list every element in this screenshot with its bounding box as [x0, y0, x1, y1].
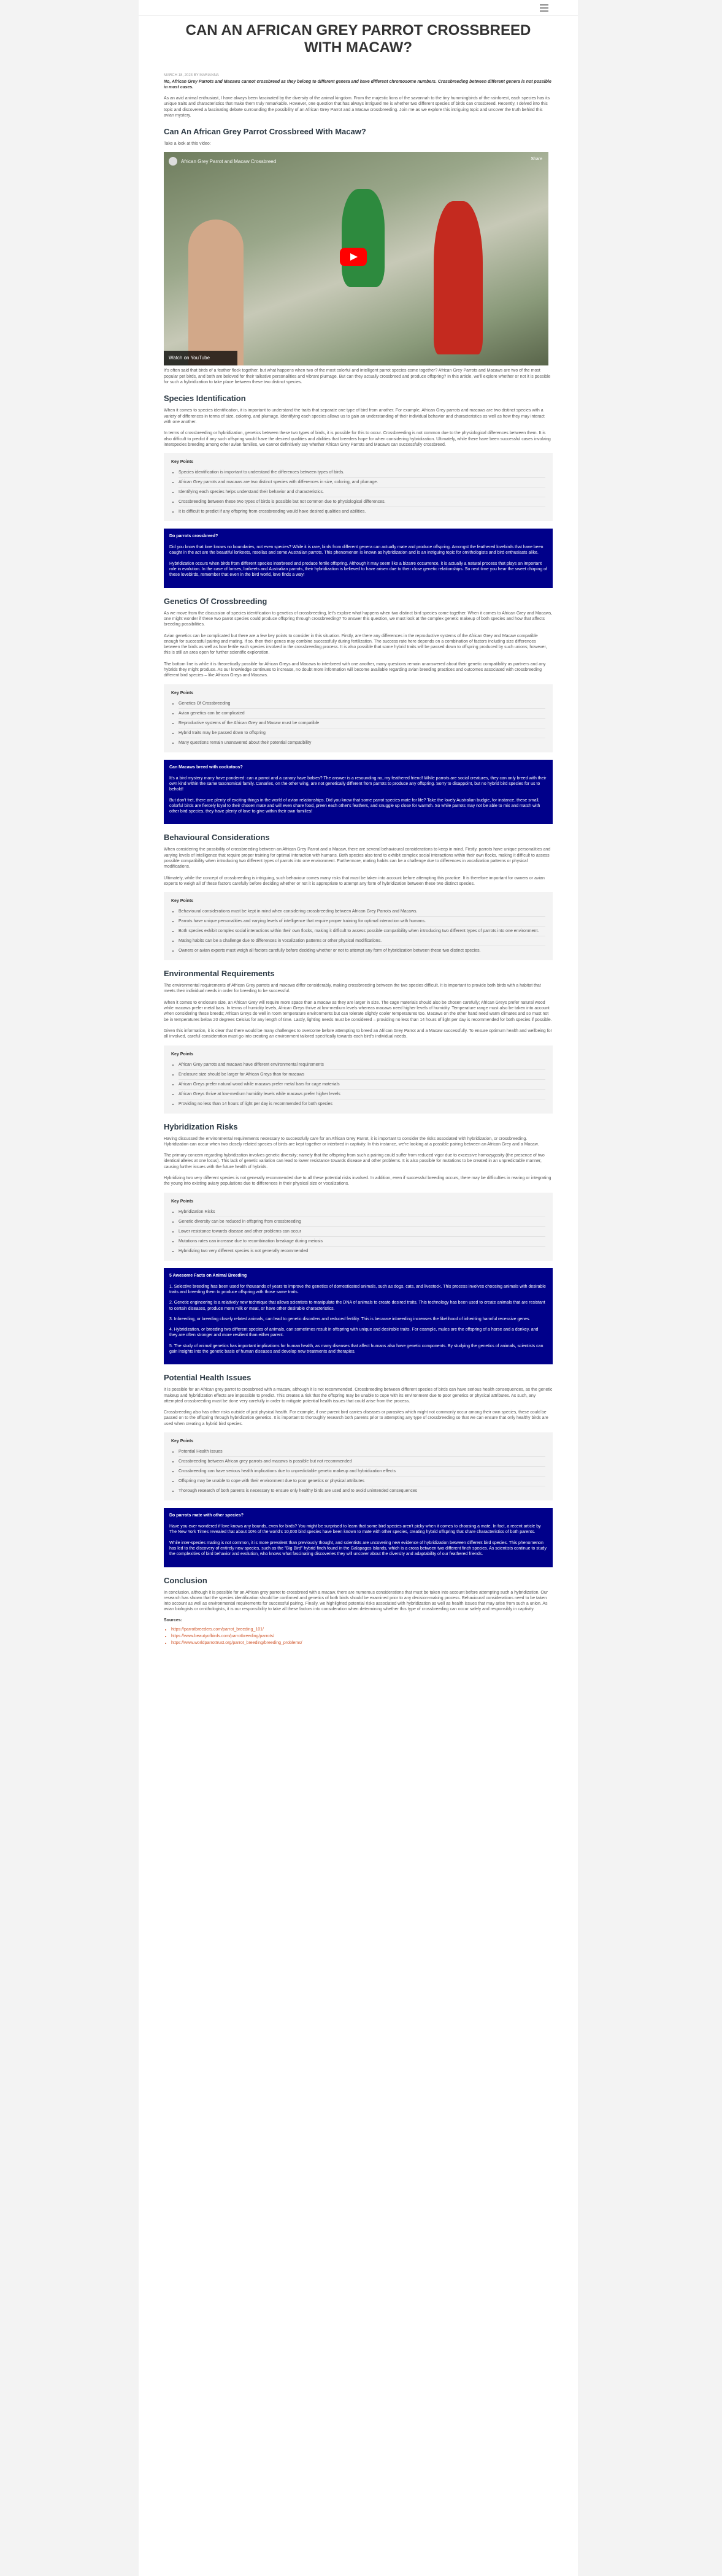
fact-item: 5. The study of animal genetics has important implications for human health, as many diseases that affect humans also have genetic components. By studying the genetics of animals, scientists can gain insights into the genetic basis of human diseases and develop new treatments and therapies.	[169, 1343, 543, 1354]
list-item: • Many questions remain unanswered about their potential compatibility	[179, 738, 545, 747]
video-macaw-figure	[434, 201, 483, 354]
intro-paragraph: As an avid animal enthusiast, I have always been fascinated by the diversity of the animal kingdom. From the majestic lions of the savannah to the tiny hummingbirds of the rainforest, each species has its unique traits and characteristics that make them truly remarkable. However, one question that has always intrigued me is whether two different species of birds can crossbreed. Recently, I delved into this topic and discovered a fascinating debate surrounding the possibility of an African Grey Parrot and a Macaw crossbreeding. Join me as we explore this intriguing topic and uncover the truth behind this avian mystery.	[164, 96, 550, 118]
hamburger-menu-icon[interactable]	[540, 4, 548, 13]
key-points-title: Key Points	[171, 460, 194, 465]
video-title[interactable]: African Grey Parrot and Macaw Crossbreed	[181, 158, 277, 164]
list-item: • Potential Health Issues	[179, 1447, 545, 1457]
paragraph: Given this information, it is clear that there would be many challenges to overcome before attempting to breed an African Grey Parrot and a Macaw successfully. To ensure optimum health and wellbeing for all involved, careful consideration must go into creating an environment tailored specifically towards each bird's individual needs.	[164, 1028, 552, 1039]
key-points-title: Key Points	[171, 690, 194, 695]
source-link[interactable]: • https://www.worldparrottrust.org/parrot_breeding/breeding_problems/	[171, 1640, 553, 1646]
list-item: • African Grey parrots and macaws have different environmental requirements	[179, 1060, 545, 1070]
paragraph: The primary concern regarding hybridization involves genetic diversity; namely that the offspring from such a pairing could suffer from reduced vigor due to excessive homozygosity (the presence of two identical alleles at one locus). This lack of genetic variation can lead to lower resistance towards disease and other problems. It is also possible for mutations to be created in an unpredictable manner, causing further issues with the future health of hybrids.	[164, 1153, 545, 1169]
faq-paragraph: While inter-species mating is not common, it is more prevalent than previously thought, and scientists are uncovering new evidence of hybridization between different bird species. This phenomenon has led to the discovery of entirely new species, such as the "Big Bird" hybrid finch found in the Galapagos Islands, which is a cross between two different finch species. As scientists continue to study the complexities of bird behavior and evolution, who knows what fascinating discoveries they will uncover about the diversity and adaptability of our feathered friends.	[169, 1540, 547, 1557]
list-item: • Thorough research of both parents is necessary to ensure only healthy birds are used and to avoid unintended consequences	[179, 1486, 545, 1496]
list-item: • Mating habits can be a challenge due to differences in vocalization patterns or other physical modifications.	[179, 936, 545, 946]
list-item: • Identifying each species helps understand their behavior and characteristics.	[179, 487, 545, 497]
section-heading: Hybridization Risks	[164, 1122, 238, 1131]
key-points-box	[164, 1432, 553, 1500]
list-item: • Genetic diversity can be reduced in offspring from crossbreeding	[179, 1217, 545, 1227]
list-item: • Crossbreeding between African grey parrots and macaws is possible but not recommended	[179, 1457, 545, 1467]
key-points-title: Key Points	[171, 1439, 194, 1444]
paragraph: Ultimately, while the concept of crossbreeding is intriguing, such behaviour comes many risks that must be taken into account before attempting this practice. It is therefore important for owners or avian experts to weigh all of these factors carefully before deciding whether or not it is appropriate to attempt any form of hybridization between these two distinct species.	[164, 876, 545, 886]
paragraph: Avian genetics can be complicated but there are a few key points to consider in this situation. Firstly, are there any differences in the reproductive systems of the African Grey and Macaw compatible enough for successful pairing and mating. If so, then their genes may combine successfully during fertilization. The success rate here depends on a combination of factors including size differences between the birds as well as how fertile each species involved in the crossbreeding process. It is also possible that some hybrid traits will be passed down to offspring produced by such unions; however, this is still an area open for further scientific exploration.	[164, 633, 547, 655]
top-bar	[139, 0, 578, 16]
list-item: • Avian genetics can be complicated	[179, 709, 545, 719]
list-item: • Providing no less than 14 hours of light per day is recommended for both species	[179, 1099, 545, 1109]
key-points-title: Key Points	[171, 1199, 194, 1204]
list-item: • Lower resistance towards disease and other problems can occur	[179, 1227, 545, 1237]
list-item: • Reproductive systems of the African Grey and Macaw must be compatible	[179, 719, 545, 728]
paragraph: Having discussed the environmental requirements necessary to successfully care for an African Grey Parrot, it is important to consider the risks associated with hybridization, or crossbreeding. Hybridization can occur when two closely related species of birds are kept together or interbred in captivity. In this instance, we're looking at a possible pairing between an African Grey and a Macaw.	[164, 1136, 539, 1147]
youtube-video-embed[interactable]	[164, 152, 548, 365]
list-item: • It is difficult to predict if any offspring from crossbreeding would have desired qualities and abilities.	[179, 507, 545, 516]
source-link[interactable]: • https://www.beautyofbirds.com/parrotbreeding/parrots/	[171, 1633, 553, 1640]
page-title: CAN AN AFRICAN GREY PARROT CROSSBREED WITH MACAW?	[185, 22, 531, 56]
faq-paragraph: Hybridization occurs when birds from different species interbreed and produce fertile offspring. Although it may seem like a bizarre occurrence, it is actually a natural process that plays an important role in evolution. In the case of lorises, lorikeets and Australian parrots, their hybridization is believed to have arisen due to their close genetic relationships. So next time you hear the sweet chirping of these lovebirds, remember that even in the bird world, love finds a way!	[169, 561, 547, 578]
faq-title: Do parrots mate with other species?	[169, 1513, 244, 1518]
play-button-icon[interactable]	[340, 248, 367, 266]
section-heading: Potential Health Issues	[164, 1373, 252, 1383]
key-points-title: Key Points	[171, 899, 194, 904]
list-item: • Behavioural considerations must be kept in mind when considering crossbreeding between African Grey Parrots and Macaws.	[179, 907, 545, 917]
post-meta: MARCH 18, 2023 BY MARIANNA	[164, 74, 219, 77]
video-title-bar	[169, 157, 512, 166]
faq-paragraph: But don't fret, there are plenty of exciting things in the world of avian relationships. Did you know that some parrot species mate for life? Take the lovely Australian budgie, for instance, these small, colorful birds are fiercely loyal to their chosen mate and will even share food, preen each other's feathers, and snuggle up close for warmth. So while parrots may not be able to mix and match with other bird species, they have plenty of love to give within their own families!	[169, 798, 540, 814]
paragraph: It's often said that birds of a feather flock together, but what happens when two of the most colorful and intelligent parrot species come together? African Grey Parrots and Macaws are two of the most popular pet birds, and both are beloved for their talkative personalities and vibrant plumage. But can they actually crossbreed and produce offspring? In this article, we'll explore whether or not it is possible for such a hybridization to take place between these two distinct species.	[164, 369, 551, 385]
paragraph: It is possible for an African grey parrot to crossbreed with a macaw, although it is not recommended. Crossbreeding between different species of birds can have serious health consequences, as the genetic makeup and hybridization effects are impossible to predict. This creates a risk that the offspring may be unable to cope with its environment due to poor genetics or physical attributes. As such, any attempted crossbreeding must be done very carefully in order to mitigate potential health issues that could arise from the process.	[164, 1388, 553, 1404]
paragraph: In terms of crossbreeding or hybridization, genetics between these two types of birds, it is possible for this to occur. Crossbreeding is not common due to the physiological differences between them. It is also difficult to predict if any such offspring would have the desired qualities and abilities that breeders hope for when considering hybridization. Ultimately, while there have been successful cases involving interspecies breeding among other avian families, we cannot definitively say whether African Grey Parrots and Macaws can successfully crossbreed.	[164, 431, 551, 447]
paragraph: When it comes to enclosure size, an African Grey will require more space than a macaw as they are larger in size. The cage materials should also be chosen carefully; African Greys prefer natural wood while macaws prefer metal bars. In terms of humidity levels, African Greys thrive at low-medium levels whereas macaws need higher levels of humidity. Temperature range must also be taken into account when considering these breeds; African Greys do well in room temperature environments but can tolerate slightly cooler temperatures too. Macaws on the other hand need warm climates and so must not be in temperatures below 20 degrees Celsius for any length of time. Lastly, lighting needs must be considered – providing no less than 14 hours of light per day is recommended for both species if possible.	[164, 1000, 552, 1022]
faq-title: Do parrots crossbreed?	[169, 534, 218, 539]
video-share-button[interactable]: Share	[531, 157, 542, 162]
sources-title: Sources:	[164, 1618, 182, 1622]
paragraph: The bottom line is while it is theoretically possible for African Greys and Macaws to interbreed with one another, many questions remain unanswered about their genetic compatibility as partners and any hybrids they might produce. As our knowledge continues to increase, no doubt more information will become available regarding avian breeding practices and outcomes associated with crossbreeding different bird species – like African Greys and Macaws.	[164, 662, 546, 678]
faq-paragraph: Did you know that love knows no boundaries, not even species? While it is rare, birds from different genera can actually mate and produce offspring. Amongst the feathered lovebirds that have been caught in the act are the beautiful lorikeets, rosellas and some Australian parrots. This phenomenon is known as hybridization and is an intriguing topic for ornithologists and bird enthusiasts alike.	[169, 545, 543, 556]
fact-item: 4. Hybridization, or breeding two different species of animals, can sometimes result in offspring with unique and desirable traits. For example, mules are the offspring of a horse and a donkey, and they are often stronger and more resilient than either parent.	[169, 1328, 539, 1338]
list-item: • Owners or avian experts must weigh all factors carefully before deciding whether or not to attempt any form of hybridization between these two distinct species.	[179, 946, 545, 955]
section-heading: Behavioural Considerations	[164, 833, 270, 843]
paragraph: Crossbreeding also has other risks outside of just physical health. For example, if one parent bird carries diseases or parasites which might not commonly occur among their own species, these could be passed on to the offspring through hybridization genetics. It is important to thoroughly research both parents prior to attempting any type of crossbreeding so that we can ensure that only healthy birds are used when creating a hybrid bird species.	[164, 1410, 548, 1426]
list-item: • Crossbreeding can have serious health implications due to unpredictable genetic makeup and hybridization effects	[179, 1467, 545, 1477]
list-item: • Crossbreeding between these two types of birds is possible but not common due to physiological differences.	[179, 497, 545, 507]
list-item: • Species identification is important to understand the differences between types of birds.	[179, 468, 545, 478]
article-page	[139, 0, 578, 2576]
list-item: • African Grey parrots and macaws are two distinct species with differences in size, coloring, and plumage.	[179, 478, 545, 487]
channel-avatar[interactable]	[169, 157, 177, 166]
paragraph: Hybridizing two very different species is not generally recommended due to all these potential risks involved. In addition, even if successful breeding occurs, there may be difficulties in rearing or integrating the young into existing aviary populations due to differences in their physical size or vocalizations.	[164, 1176, 551, 1187]
paragraph: The environmental requirements of African Grey parrots and macaws differ considerably, making crossbreeding between the two species difficult. It is important to provide both birds with a habitat that meets their individual needs in order for breeding to be successful.	[164, 984, 541, 994]
video-person-figure	[188, 220, 244, 365]
source-link[interactable]: • https://parrotbreeders.com/parrot_breeding_101/	[171, 1626, 553, 1633]
list-item: • African Greys prefer natural wood while macaws prefer metal bars for cage materials	[179, 1080, 545, 1090]
faq-box	[164, 1508, 553, 1567]
fact-item: 3. Inbreeding, or breeding closely related animals, can lead to genetic disorders and reduced fertility. This is because inbreeding increases the likelihood of inheriting harmful recessive genes.	[169, 1317, 531, 1321]
faq-box	[164, 760, 553, 825]
video-grey-parrot-figure	[342, 189, 385, 287]
key-points-title: Key Points	[171, 1052, 194, 1057]
facts-title: 5 Awesome Facts on Animal Breeding	[169, 1273, 247, 1278]
sources-section	[164, 1618, 553, 1646]
paragraph: When considering the possibility of crossbreeding between an African Grey Parrot and a Macaw, there are several behavioural considerations to keep in mind. Firstly, parrots have unique personalities and varying levels of intelligence that require proper training for optimal interaction with humans. Both species also tend to exhibit complex social interactions within their own flocks, making it difficult to assess possible compatibility when introducing two different types of parrots into one environment. Furthermore, mating habits can be a challenge due to differences in vocalization patterns or physical modifications.	[164, 847, 551, 869]
list-item: • Enclosure size should be larger for African Greys than for macaws	[179, 1070, 545, 1080]
key-points-box	[164, 453, 553, 521]
list-item: • Both species exhibit complex social interactions within their own flocks, making it difficult to assess possible compatibility when introducing two different types of parrots into one environment.	[179, 927, 545, 936]
list-item: • Offspring may be unable to cope with their environment due to poor genetics or physical attributes	[179, 1477, 545, 1486]
list-item: • African Greys thrive at low-medium humidity levels while macaws prefer higher levels	[179, 1090, 545, 1099]
section-heading: Genetics Of Crossbreeding	[164, 596, 267, 606]
list-item: • Parrots have unique personalities and varying levels of intelligence that require proper training for optimal interaction with humans.	[179, 917, 545, 927]
list-item: • Genetics Of Crossbreeding	[179, 699, 545, 709]
list-item: • Mutations rates can increase due to recombination breakage during meiosis	[179, 1237, 545, 1247]
faq-paragraph: It's a bird mystery many have pondered: can a parrot and a canary have babies? The answer is a resounding no, my feathered friend! While parrots are social creatures, they can only breed with their own kind within the same taxonomical family. Canaries, on the other wing, are not genetically different from parrots to produce any offspring. Sorry to disappoint, but no hybrid bird species for us to behold!	[169, 776, 547, 792]
faq-paragraph: Have you ever wondered if love knows any bounds, even for birds? You might be surprised to learn that some bird species aren't picky when it comes to choosing a mate. In fact, a recent article by The New York Times revealed that about 10% of the world's 10,000 bird species have been known to mate with other species, creating hybrid offspring that share characteristics of both parents.	[169, 1524, 541, 1535]
paragraph: In conclusion, although it is possible for an African grey parrot to crossbreed with a macaw, there are numerous considerations that must be taken into account before attempting such a hybridization. Our research has shown that the species identification should be confirmed and genetics of both birds should be examined prior to any decision-making process. Behavioural considerations need to be taken into account as well as environmental requirements for successful pairing. Finally, we highlighted potential risks associated with hybridization as well as health issues that may arise from such a union. As avian biologists or ornithologists, it is our responsibility to take all these factors into consideration when determining whether this type of crossbreeding can occur safely and responsibly in captivity.	[164, 1590, 548, 1612]
fact-item: 1. Selective breeding has been used for thousands of years to improve the genetics of domesticated animals, such as dogs, cats, and livestock. This process involves choosing animals with desirable traits and breeding them to produce offspring with those same traits.	[169, 1284, 546, 1294]
watch-on-youtube-button[interactable]: Watch on YouTube	[164, 351, 237, 365]
faq-title: Can Macaws breed with cockatoos?	[169, 765, 243, 770]
paragraph: When it comes to species identification, it is important to understand the traits that separate one type of bird from another. For example, African Grey parrots and macaws are two distinct species with a variety of differences in terms of size, coloring, and plumage. Identifying each species allows us to gain an understanding of their individual behavior and characteristics as well as how they may interact with one another.	[164, 408, 545, 424]
section-heading: Conclusion	[164, 1575, 207, 1585]
key-points-box	[164, 1193, 553, 1261]
section-heading: Environmental Requirements	[164, 969, 275, 979]
list-item: • Hybridization Risks	[179, 1207, 545, 1217]
key-points-box	[164, 1045, 553, 1114]
section-heading: Species Identification	[164, 394, 246, 403]
paragraph: As we move from the discussion of species identification to genetics of crossbreeding, let's explore what happens when two distinct bird species come together. When it comes to African Grey and Macaws, one might wonder if these two parrot species could produce offspring through crossbreeding? To answer this question, we must look at the complex genetic makeup of both species and how that affects breeding possibilities.	[164, 611, 553, 627]
facts-box	[164, 1268, 553, 1365]
lead-text: No, African Grey Parrots and Macaws cannot crossbreed as they belong to different genera and have different chromosome numbers. Crossbreeding between different genera is not possible in most cases.	[164, 80, 551, 90]
video-intro: Take a look at this video:	[164, 142, 211, 147]
fact-item: 2. Genetic engineering is a relatively new technique that allows scientists to manipulate the DNA of animals to create desired traits. This technology has been used to create animals that are resistant to certain diseases, produce more milk or meat, or have other desirable characteristics.	[169, 1301, 545, 1311]
key-points-box	[164, 892, 553, 960]
faq-box	[164, 529, 553, 587]
section-heading: Can An African Grey Parrot Crossbreed With Macaw?	[164, 127, 366, 137]
list-item: • Hybrid traits may be passed down to offspring	[179, 728, 545, 738]
key-points-box	[164, 684, 553, 752]
list-item: • Hybridizing two very different species is not generally recommended	[179, 1247, 545, 1256]
